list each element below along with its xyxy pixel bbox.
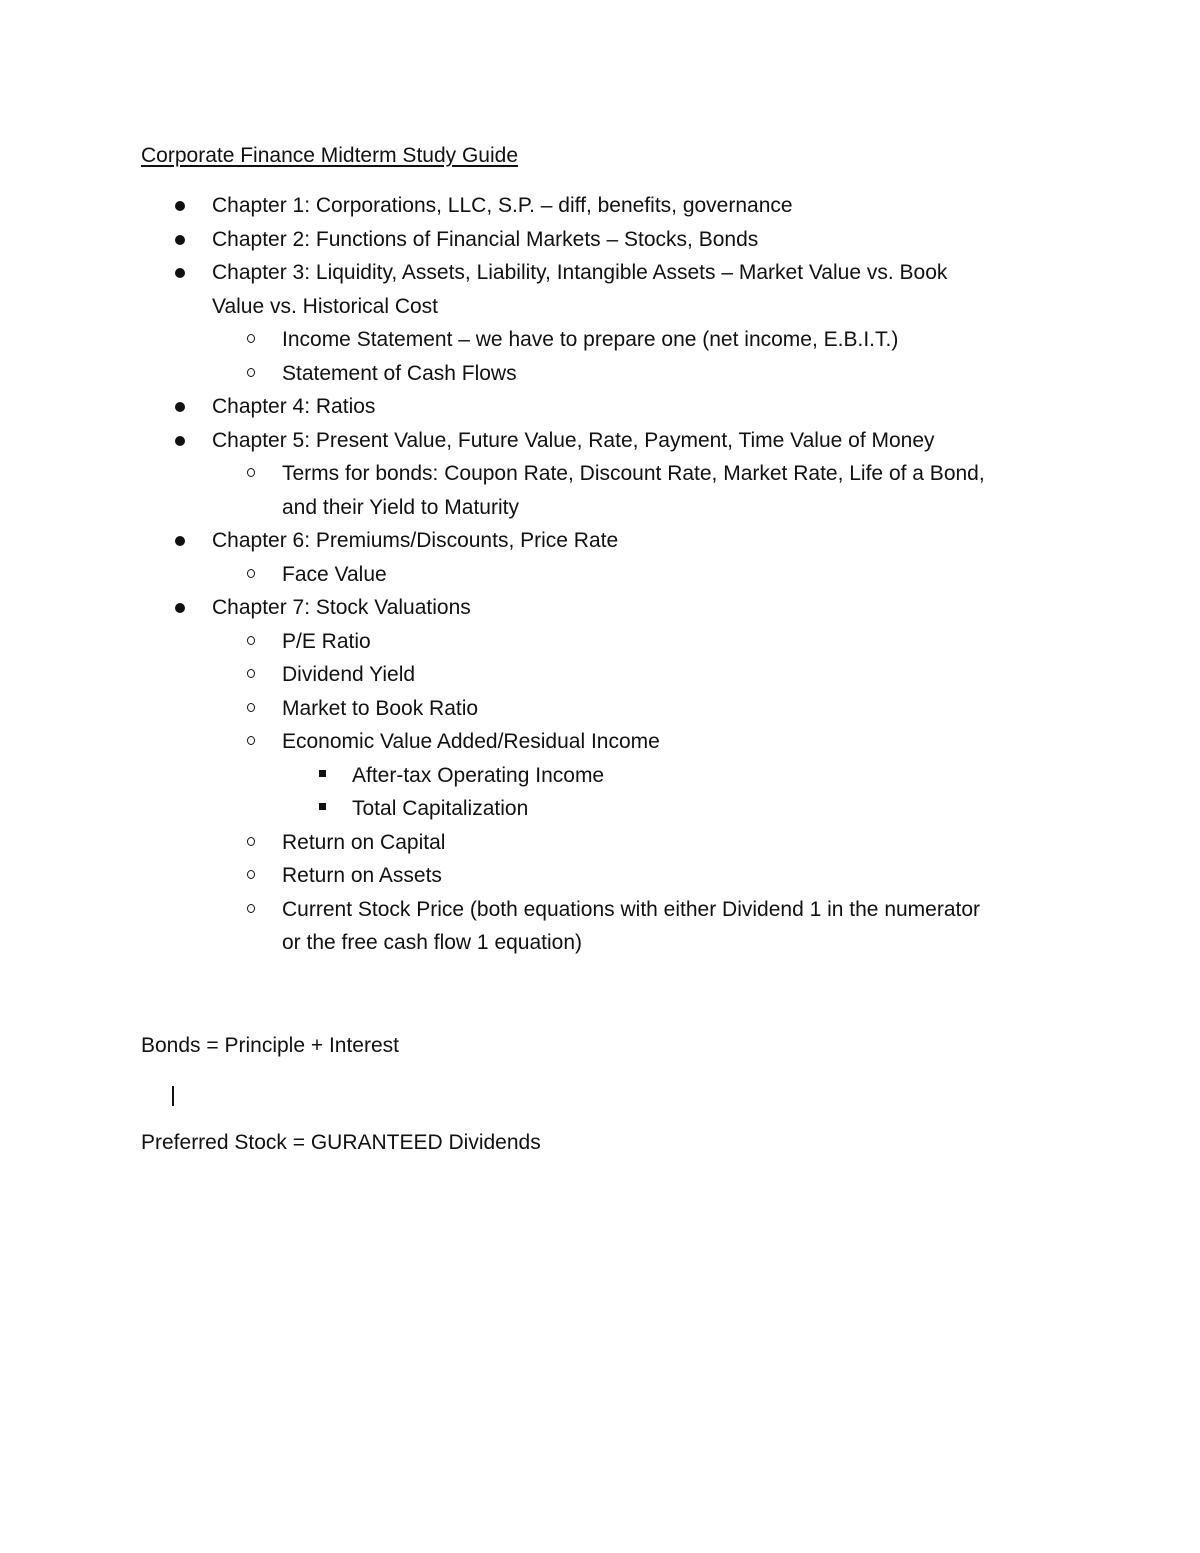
- outline-item-text: Current Stock Price (both equations with either Dividend 1 in the numerator: [282, 897, 981, 921]
- outline-item-continuation: [0, 290, 1200, 324]
- outline-item-text: P/E Ratio: [282, 629, 371, 653]
- bullet-disc-icon: [175, 402, 185, 412]
- outline-item-level-1: [0, 390, 1200, 424]
- outline-item-level-1: [0, 223, 1200, 257]
- outline-item-text: Chapter 4: Ratios: [212, 395, 376, 418]
- outline-item-text: Chapter 5: Present Value, Future Value, Rate, Payment, Time Value of Money: [212, 428, 935, 452]
- outline-item-level-1: [0, 524, 1200, 558]
- outline-item-text: Terms for bonds: Coupon Rate, Discount Rate, Market Rate, Life of a Bond,: [282, 462, 985, 485]
- bullet-circle-icon: [247, 334, 255, 343]
- outline-item-level-2: [0, 625, 1200, 659]
- bullet-circle-icon: [247, 736, 255, 745]
- bullet-circle-icon: [247, 636, 255, 645]
- outline-item-text: Face Value: [282, 562, 387, 586]
- outline-item-text: Chapter 2: Functions of Financial Markets – Stocks, Bonds: [212, 227, 759, 251]
- outline-item-continuation: [0, 926, 1200, 960]
- preferred-stock-line: Preferred Stock = GURANTEED Dividends: [141, 1131, 541, 1154]
- study-guide-outline: [0, 189, 1200, 960]
- bullet-square-icon: [319, 770, 326, 777]
- outline-item-text: and their Yield to Maturity: [282, 495, 519, 519]
- outline-item-level-1: [0, 424, 1200, 458]
- outline-item-continuation: [0, 491, 1200, 525]
- bullet-circle-icon: [247, 703, 255, 712]
- outline-item-text: Total Capitalization: [352, 797, 529, 820]
- outline-item-level-2: [0, 859, 1200, 893]
- bullet-square-icon: [319, 803, 326, 810]
- outline-item-text: Income Statement – we have to prepare one (net income, E.B.I.T.): [282, 328, 899, 351]
- outline-item-text: Chapter 3: Liquidity, Assets, Liability, Intangible Assets – Market Value vs. Book: [212, 261, 948, 284]
- outline-item-level-2: [0, 692, 1200, 726]
- outline-item-text: Chapter 7: Stock Valuations: [212, 596, 471, 619]
- bullet-circle-icon: [247, 468, 255, 477]
- text-cursor: [172, 1086, 174, 1106]
- document-title: Corporate Finance Midterm Study Guide: [141, 144, 519, 167]
- outline-item-text: Economic Value Added/Residual Income: [282, 730, 660, 753]
- outline-item-text: Chapter 1: Corporations, LLC, S.P. – diff, benefits, governance: [212, 194, 793, 217]
- outline-item-text: After-tax Operating Income: [352, 763, 605, 787]
- bullet-disc-icon: [175, 235, 185, 245]
- outline-item-level-2: [0, 457, 1200, 491]
- bullet-disc-icon: [175, 268, 185, 278]
- outline-item-level-1: [0, 256, 1200, 290]
- outline-item-level-2: [0, 323, 1200, 357]
- bullet-circle-icon: [247, 870, 255, 879]
- bullet-circle-icon: [247, 837, 255, 846]
- outline-item-level-2: [0, 658, 1200, 692]
- outline-item-text: Return on Capital: [282, 830, 446, 854]
- outline-item-level-2: [0, 893, 1200, 927]
- outline-item-text: Chapter 6: Premiums/Discounts, Price Rate: [212, 529, 619, 552]
- bullet-circle-icon: [247, 669, 255, 678]
- outline-item-level-2: [0, 725, 1200, 759]
- outline-item-text: Market to Book Ratio: [282, 696, 479, 720]
- bonds-formula-line: Bonds = Principle + Interest: [141, 1034, 399, 1057]
- outline-item-text: Value vs. Historical Cost: [212, 294, 439, 318]
- bullet-disc-icon: [175, 536, 185, 546]
- bullet-circle-icon: [247, 904, 255, 913]
- bullet-circle-icon: [247, 569, 255, 578]
- outline-item-level-2: [0, 357, 1200, 391]
- outline-item-text: or the free cash flow 1 equation): [282, 931, 583, 954]
- outline-item-level-3: [0, 759, 1200, 793]
- outline-item-text: Dividend Yield: [282, 663, 416, 686]
- outline-item-level-1: [0, 189, 1200, 223]
- bullet-disc-icon: [175, 201, 185, 211]
- outline-item-level-3: [0, 792, 1200, 826]
- bullet-disc-icon: [175, 436, 185, 446]
- bullet-disc-icon: [175, 603, 185, 613]
- outline-item-level-2: [0, 826, 1200, 860]
- outline-item-text: Statement of Cash Flows: [282, 361, 517, 385]
- outline-item-text: Return on Assets: [282, 864, 442, 887]
- bullet-circle-icon: [247, 368, 255, 377]
- outline-item-level-1: [0, 591, 1200, 625]
- outline-item-level-2: [0, 558, 1200, 592]
